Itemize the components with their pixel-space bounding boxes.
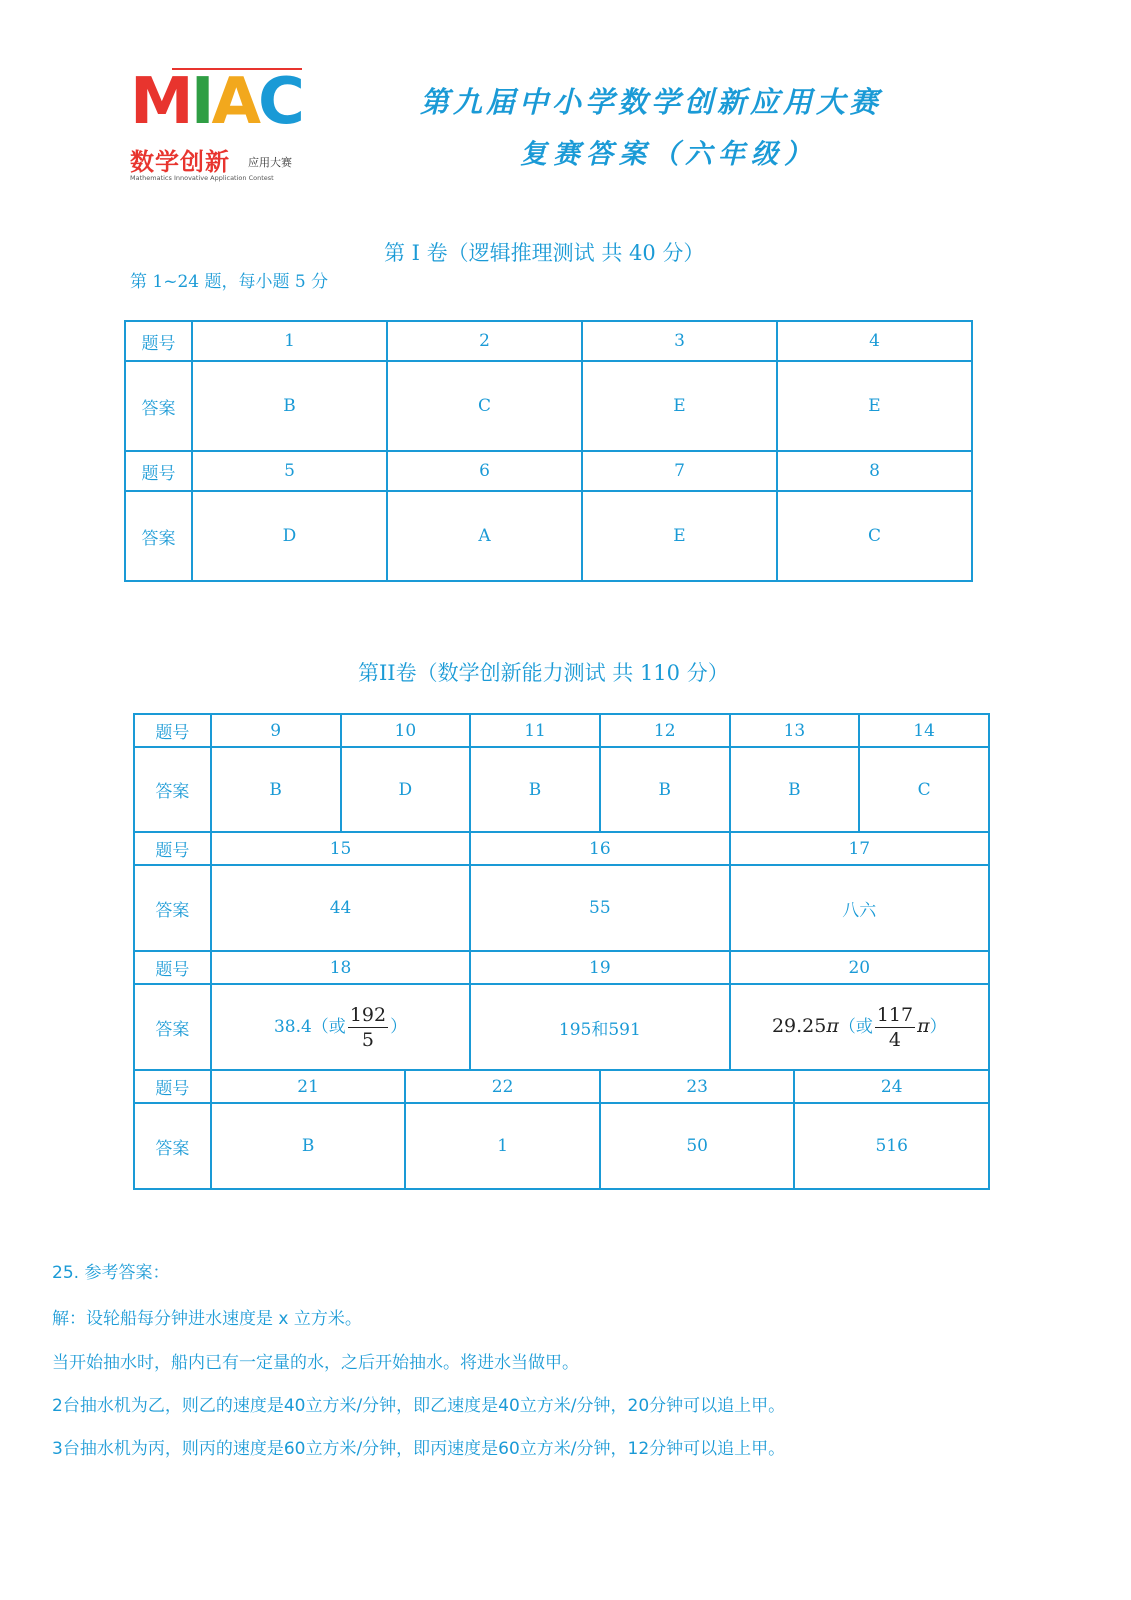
part2-table-b	[133, 831, 990, 1071]
q-number: 6	[387, 451, 582, 491]
q-number: 21	[211, 1070, 406, 1103]
q25-line: 3台抽水机为丙，则丙的速度是60立方米/分钟，即丙速度是60立方米/分钟，12分钟可以追上甲。	[52, 1439, 786, 1459]
q25-title: 25. 参考答案：	[52, 1263, 170, 1283]
answer-cell: B	[730, 747, 860, 832]
logo-cn: 数学创新	[130, 148, 230, 176]
table-row	[134, 1103, 989, 1189]
answer-cell-20	[730, 984, 989, 1070]
table-row	[125, 491, 972, 581]
answer-cell: B	[211, 747, 341, 832]
part1-note: 第 1~24 题，每小题 5 分	[130, 272, 329, 292]
answer-cell: B	[600, 747, 730, 832]
q-number: 11	[470, 714, 600, 747]
label-a: 答案	[134, 747, 211, 832]
label-q: 题号	[134, 1070, 211, 1103]
label-a: 答案	[134, 865, 211, 951]
answer-cell: A	[387, 491, 582, 581]
q-number: 8	[777, 451, 972, 491]
answer-18-pre: 38.4（或	[273, 1016, 346, 1037]
part2-table-c	[133, 1069, 990, 1190]
answer-cell-18	[211, 984, 470, 1070]
part1-answer-table	[124, 320, 973, 582]
table-row	[134, 951, 989, 984]
part2-table-a	[133, 713, 990, 833]
answer-20-pre: 29.25	[771, 1014, 827, 1037]
label-q: 题号	[134, 832, 211, 865]
answer-cell: 44	[211, 865, 470, 951]
fraction-denominator: 4	[888, 1028, 902, 1051]
answer-cell: B	[211, 1103, 406, 1189]
answer-cell: 1	[405, 1103, 600, 1189]
answer-cell: 516	[794, 1103, 989, 1189]
fraction-20	[875, 1003, 915, 1052]
page-title: 第九届中小学数学创新应用大赛	[420, 85, 883, 119]
q25-line: 2台抽水机为乙，则乙的速度是40立方米/分钟，即乙速度是40立方米/分钟，20分钟可以追上甲。	[52, 1396, 786, 1416]
q-number: 22	[405, 1070, 600, 1103]
table-row	[125, 361, 972, 451]
answer-cell: B	[470, 747, 600, 832]
label-q: 题号	[125, 451, 192, 491]
answer-cell: C	[387, 361, 582, 451]
q-number: 3	[582, 321, 777, 361]
part2-heading: 第II卷（数学创新能力测试 共 110 分）	[358, 661, 729, 685]
answer-cell: E	[582, 491, 777, 581]
answer-cell: B	[192, 361, 387, 451]
q-number: 9	[211, 714, 341, 747]
label-q: 题号	[134, 714, 211, 747]
label-a: 答案	[134, 1103, 211, 1189]
q-number: 17	[730, 832, 989, 865]
table-row	[134, 984, 989, 1070]
pi-symbol: π	[826, 1014, 839, 1037]
logo-mac: MIAC	[130, 65, 302, 139]
table-row	[125, 321, 972, 361]
q-number: 2	[387, 321, 582, 361]
answer-20-mid: （或	[838, 1016, 873, 1037]
logo-cn-small: 应用大赛	[248, 156, 292, 169]
label-a: 答案	[134, 984, 211, 1070]
fraction-numerator: 117	[876, 1003, 914, 1026]
table-row	[134, 1070, 989, 1103]
q-number: 1	[192, 321, 387, 361]
q25-line: 解：设轮船每分钟进水速度是 x 立方米。	[52, 1309, 362, 1329]
label-a: 答案	[125, 361, 192, 451]
answer-cell: 八六	[730, 865, 989, 951]
table-row	[125, 451, 972, 491]
pi-symbol: π	[917, 1014, 930, 1037]
q-number: 4	[777, 321, 972, 361]
label-q: 题号	[125, 321, 192, 361]
answer-cell-19: 195和591	[470, 984, 729, 1070]
part1-heading: 第 I 卷（逻辑推理测试 共 40 分）	[384, 241, 705, 265]
answer-cell: D	[192, 491, 387, 581]
table-row	[134, 865, 989, 951]
answer-cell: E	[777, 361, 972, 451]
answer-cell: C	[859, 747, 989, 832]
q-number: 23	[600, 1070, 795, 1103]
answer-cell: D	[341, 747, 471, 832]
q-number: 20	[730, 951, 989, 984]
contest-logo	[130, 62, 305, 187]
q-number: 24	[794, 1070, 989, 1103]
label-a: 答案	[125, 491, 192, 581]
answer-20-post: ）	[929, 1016, 947, 1037]
q-number: 16	[470, 832, 729, 865]
answer-cell: 55	[470, 865, 729, 951]
fraction-denominator: 5	[361, 1028, 374, 1051]
logo-en: Mathematics Innovative Application Contest	[130, 174, 274, 182]
q-number: 14	[859, 714, 989, 747]
table-row	[134, 747, 989, 832]
fraction-numerator: 192	[349, 1003, 387, 1026]
q-number: 15	[211, 832, 470, 865]
q-number: 10	[341, 714, 471, 747]
q25-line: 当开始抽水时，船内已有一定量的水，之后开始抽水。将进水当做甲。	[52, 1353, 579, 1373]
answer-cell: C	[777, 491, 972, 581]
q-number: 5	[192, 451, 387, 491]
table-row	[134, 714, 989, 747]
q-number: 18	[211, 951, 470, 984]
q-number: 13	[730, 714, 860, 747]
q-number: 19	[470, 951, 729, 984]
page-subtitle: 复赛答案（六年级）	[520, 139, 817, 170]
label-q: 题号	[134, 951, 211, 984]
answer-cell: E	[582, 361, 777, 451]
table-row	[134, 832, 989, 865]
q-number: 12	[600, 714, 730, 747]
answer-18-post: ）	[390, 1016, 408, 1037]
answer-cell: 50	[600, 1103, 795, 1189]
fraction-18	[348, 1003, 388, 1052]
q-number: 7	[582, 451, 777, 491]
